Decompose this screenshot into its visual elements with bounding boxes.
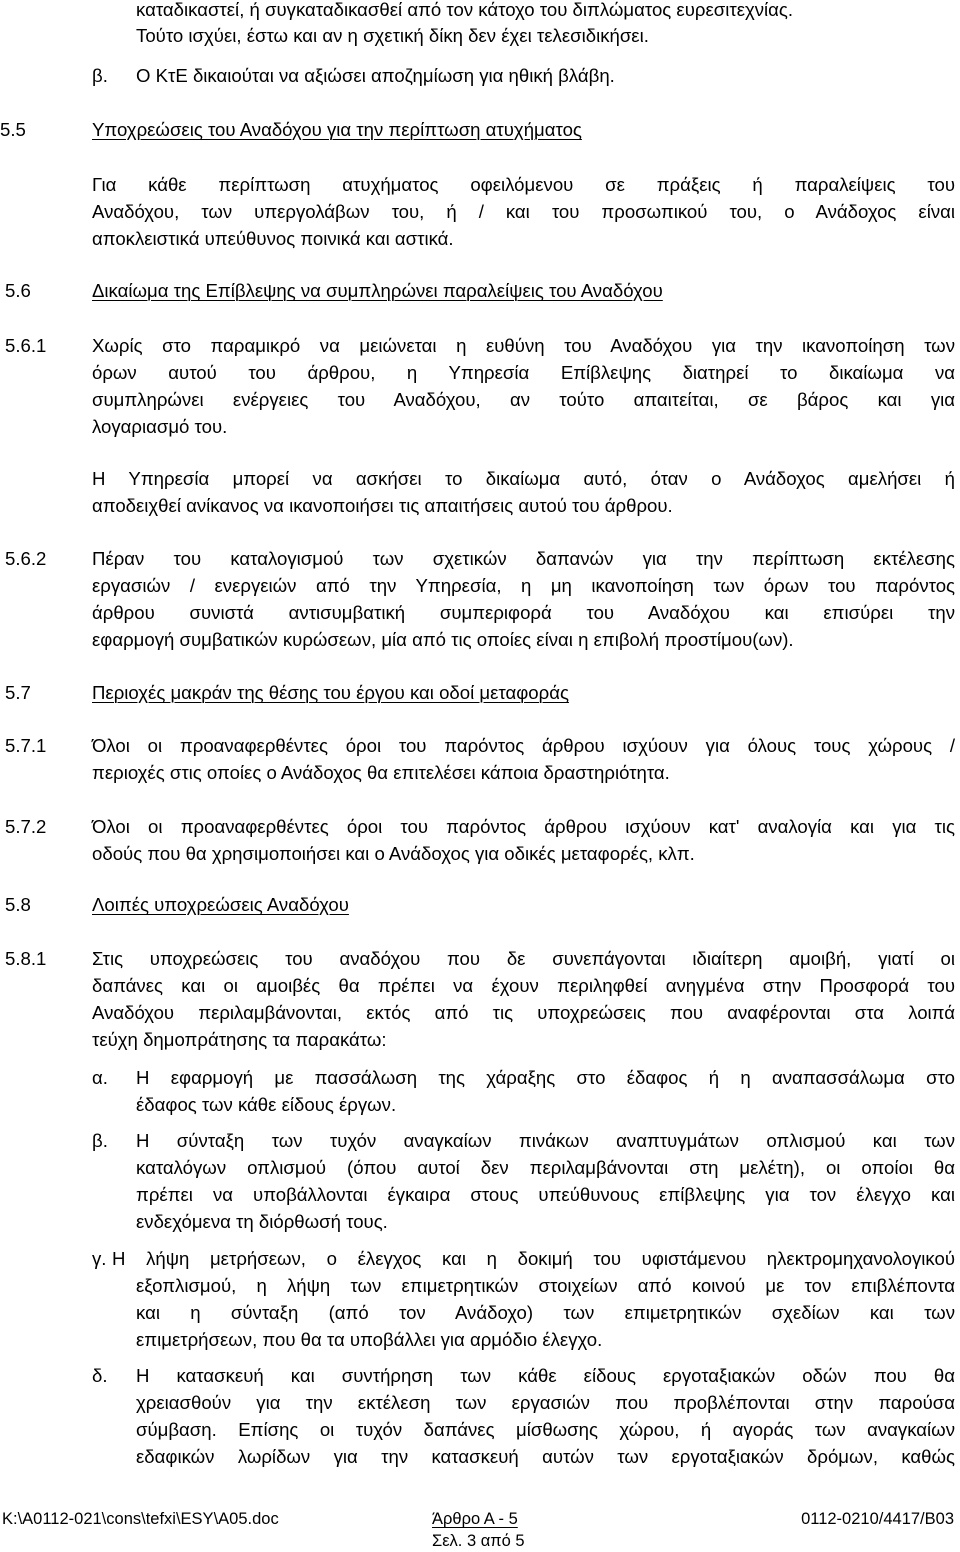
section-title: Λοιπές υποχρεώσεις Αναδόχου xyxy=(92,894,349,915)
paragraph-line: τεύχη δημοπράτησης τα παρακάτω: xyxy=(92,1029,387,1050)
paragraph-line: Όλοι οι προαναφερθέντες όροι του παρόντος άρθρου ισχύουν κατ' αναλογία και για τις xyxy=(92,816,955,837)
paragraph-line: οδούς που θα χρησιμοποιήσει και ο Ανάδοχος για οδικές μεταφορές, κλπ. xyxy=(92,843,695,864)
paragraph-line: περιοχές στις οποίες ο Ανάδοχος θα επιτελέσει κάποια δραστηριότητα. xyxy=(92,762,670,783)
list-item-line: Η εφαρμογή με πασσάλωση της χάραξης στο έδαφος ή η αναπασσάλωμα στο xyxy=(136,1067,955,1088)
paragraph-line: συμπληρώνει ενέργειες του Αναδόχου, αν τούτο απαιτείται, σε βάρος και για xyxy=(92,389,955,410)
list-item-line: καταλόγων οπλισμού (όπου αυτοί δεν περιλαμβάνονται στη μελέτη), οι οποίοι θα xyxy=(136,1157,955,1178)
paragraph-line: αποκλειστικά υπεύθυνος ποινικά και αστικά. xyxy=(92,228,454,249)
paragraph-line: εφαρμογή συμβατικών κυρώσεων, μία από τις οποίες είναι η επιβολή προστίμου(ων). xyxy=(92,629,794,650)
list-item-line: εδαφικών λωρίδων για την κατασκευή αυτών των εργοταξιακών δρόμων, καθώς xyxy=(136,1446,955,1467)
footer-code: 0112-0210/4417/B03 xyxy=(801,1510,954,1528)
paragraph-line: όρων αυτού του άρθρου, η Υπηρεσία Επίβλεψης διατηρεί το δικαίωμα να xyxy=(92,362,955,383)
section-number: 5.8 xyxy=(5,894,31,915)
footer-article: Άρθρο Α - 5 xyxy=(432,1510,518,1528)
section-title: Περιοχές μακράν της θέσης του έργου και οδοί μεταφοράς xyxy=(92,682,569,703)
paragraph-line: Για κάθε περίπτωση ατυχήματος οφειλόμενου σε πράξεις ή παραλείψεις του xyxy=(92,174,955,195)
section-number: 5.8.1 xyxy=(5,948,47,969)
paragraph-line: δαπάνες και οι αμοιβές θα πρέπει να έχουν περιληφθεί ανηγμένα στην Προσφορά του xyxy=(92,975,955,996)
section-number: 5.6.1 xyxy=(5,335,47,356)
footer-file-path: K:\A0112-021\cons\tefxi\ESY\A05.doc xyxy=(2,1510,279,1528)
paragraph-line: άρθρου συνιστά αντισυμβατική συμπεριφορά του Αναδόχου και επισύρει την xyxy=(92,602,955,623)
section-number: 5.6.2 xyxy=(5,548,47,569)
list-item-line: έδαφος των κάθε είδους έργων. xyxy=(136,1094,397,1115)
item-text: Ο ΚτΕ δικαιούται να αξιώσει αποζημίωση για ηθική βλάβη. xyxy=(136,65,615,86)
section-title: Δικαίωμα της Επίβλεψης να συμπληρώνει παραλείψεις του Αναδόχου xyxy=(92,280,663,301)
item-label: β. xyxy=(92,65,108,86)
list-item-line: Η σύνταξη των τυχόν αναγκαίων πινάκων αναπτυγμάτων οπλισμού και των xyxy=(136,1130,955,1151)
list-item-line: Η λήψη μετρήσεων, ο έλεγχος και η δοκιμή του υφιστάμενου ηλεκτρομηχανολογικού xyxy=(112,1248,955,1269)
section-number: 5.6 xyxy=(5,280,31,301)
list-item-line: ενδεχόμενα τη διόρθωσή τους. xyxy=(136,1211,388,1232)
list-item-label: δ. xyxy=(92,1365,108,1386)
list-item-line: επιμετρήσεων, που θα τα υποβάλλει για αρμόδιο έλεγχο. xyxy=(136,1329,603,1350)
paragraph-line: Πέραν του καταλογισμού των σχετικών δαπανών για την περίπτωση εκτέλεσης xyxy=(92,548,955,569)
list-item-line: σύμβαση. Επίσης οι τυχόν δαπάνες μίσθωσης χώρου, ή αγοράς των αναγκαίων xyxy=(136,1419,955,1440)
paragraph-line: αποδειχθεί ανίκανος να ικανοποιήσει τις απαιτήσεις αυτού του άρθρου. xyxy=(92,495,673,516)
paragraph-line: Στις υποχρεώσεις του αναδόχου που δε συνεπάγονται ιδιαίτερη αμοιβή, γιατί οι xyxy=(92,948,955,969)
paragraph-line: Όλοι οι προαναφερθέντες όροι του παρόντος άρθρου ισχύουν για όλους τους χώρους / xyxy=(92,735,955,756)
section-number: 5.5 xyxy=(0,119,26,140)
section-number: 5.7.1 xyxy=(5,735,47,756)
list-item-line: και η σύνταξη (από τον Ανάδοχο) των επιμετρητικών σχεδίων και των xyxy=(136,1302,955,1323)
paragraph-line: Αναδόχου περιλαμβάνονται, εκτός από τις υποχρεώσεις που αναφέρονται στα λοιπά xyxy=(92,1002,955,1023)
list-item-line: εξοπλισμού, η λήψη των επιμετρητικών στοιχείων από κοινού με τον επιβλέποντα xyxy=(136,1275,955,1296)
paragraph-line: Η Υπηρεσία μπορεί να ασκήσει το δικαίωμα αυτό, όταν ο Ανάδοχος αμελήσει ή xyxy=(92,468,955,489)
footer-page-number: Σελ. 3 από 5 xyxy=(432,1532,525,1550)
list-item-line: χρειασθούν για την εκτέλεση των εργασιών που προβλέπονται στην παρούσα xyxy=(136,1392,955,1413)
continuation-line: Τούτο ισχύει, έστω και αν η σχετική δίκη δεν έχει τελεσιδικήσει. xyxy=(136,25,649,46)
paragraph-line: Χωρίς στο παραμικρό να μειώνεται η ευθύνη του Αναδόχου για την ικανοποίηση των xyxy=(92,335,955,356)
list-item-label: α. xyxy=(92,1067,108,1088)
paragraph-line: λογαριασμό του. xyxy=(92,416,228,437)
list-item-line: πρέπει να υποβάλλονται έγκαιρα στους υπεύθυνους επίβλεψης για τον έλεγχο και xyxy=(136,1184,955,1205)
list-item-line: Η κατασκευή και συντήρηση των κάθε είδους εργοταξιακών οδών που θα xyxy=(136,1365,955,1386)
paragraph-line: Αναδόχου, των υπεργολάβων του, ή / και του προσωπικού του, ο Ανάδοχος είναι xyxy=(92,201,955,222)
section-title: Υποχρεώσεις του Αναδόχου για την περίπτωση ατυχήματος xyxy=(92,119,582,140)
continuation-line: καταδικαστεί, ή συγκαταδικασθεί από τον κάτοχο του διπλώματος ευρεσιτεχνίας. xyxy=(136,0,794,20)
section-number: 5.7.2 xyxy=(5,816,47,837)
paragraph-line: εργασιών / ενεργειών από την Υπηρεσία, η μη ικανοποίηση των όρων του παρόντος xyxy=(92,575,955,596)
list-item-label: γ. xyxy=(92,1248,107,1269)
list-item-label: β. xyxy=(92,1130,108,1151)
section-number: 5.7 xyxy=(5,682,31,703)
